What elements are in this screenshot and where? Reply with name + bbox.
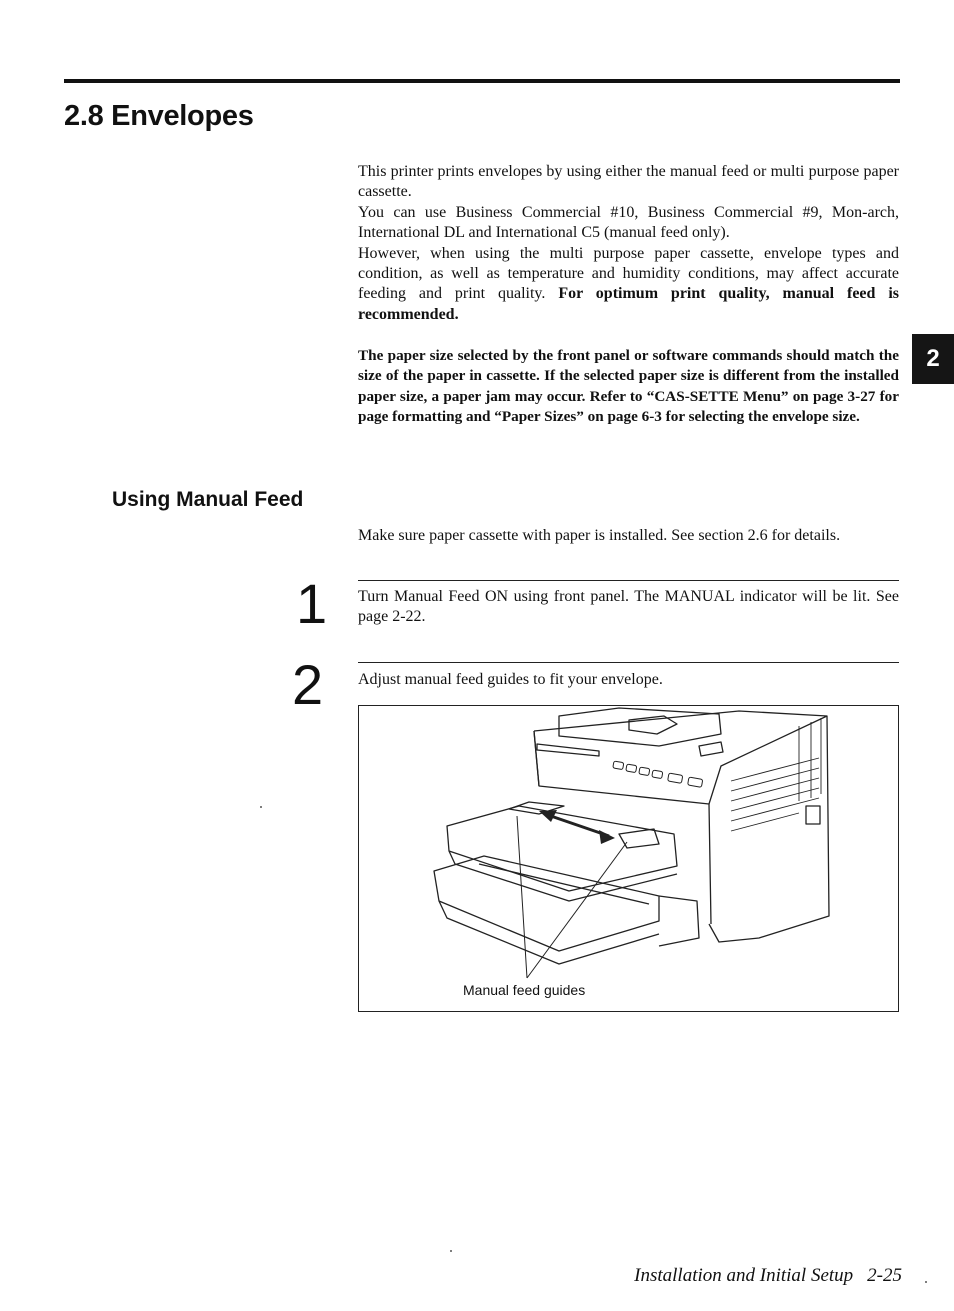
page-footer [634,1265,902,1287]
paper-size-notice: The paper size selected by the front panel or software commands should match the size of the paper in cassette. If the selected paper size is different from the installed paper size, a paper jam may occur. Refer to “CAS-SETTE Menu” on page 3-27 for page formatting and “Paper Sizes” on page 6-3 for selecting the envelope size. [358,347,899,426]
step-2-rule [358,662,899,663]
scan-speck [450,1250,452,1252]
scan-speck [925,1281,927,1283]
section-title: 2.8 Envelopes [64,100,254,132]
prerequisite-text: Make sure paper cassette with paper is installed. See section 2.6 for details. [358,527,841,544]
printer-illustration [359,706,898,1011]
step-2-number: 2 [292,653,324,716]
header-rule [64,79,900,83]
page-number: 2-25 [867,1265,902,1286]
intro-paragraph-2: You can use Business Commercial #10, Business Commercial #9, Mon-arch, International DL and International C5 (manual feed only). [358,203,899,242]
step-1-text: Turn Manual Feed ON using front panel. The MANUAL indicator will be lit. See page 2-22. [358,588,899,626]
chapter-tab: 2 [912,334,954,384]
intro-text [358,162,899,325]
step-2-text: Adjust manual feed guides to fit your envelope. [358,671,663,688]
footer-title: Installation and Initial Setup [634,1265,854,1286]
printer-figure [358,705,899,1012]
scan-speck [260,806,262,808]
step-1-number: 1 [296,572,328,635]
step-1-rule [358,580,899,581]
intro-paragraph-1: This printer prints envelopes by using either the manual feed or multi purpose paper cassette. [358,163,899,201]
figure-caption: Manual feed guides [463,982,586,998]
intro-paragraph-3: However, when using the multi purpose paper cassette, envelope types and condition, as well as temperature and humidity conditions, may affect accurate feeding and print quality. [358,244,899,303]
subsection-title: Using Manual Feed [112,488,304,511]
intro-recommendation: For optimum print quality, manual feed is recommended. [358,285,900,323]
